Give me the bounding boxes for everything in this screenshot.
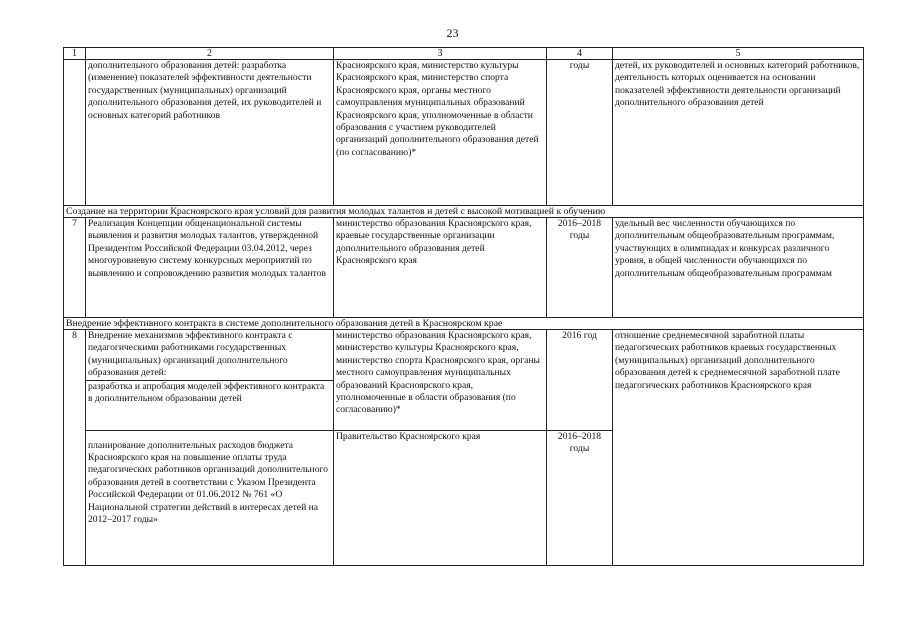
result-cell: отношение среднемесячной заработной платы педагогических работников краевых государственных (муниципальных) организаций дополнительного образования детей к среднемесячной заработной плате педагогических работников Красноярского края xyxy=(613,330,864,566)
page-number: 23 xyxy=(446,26,459,40)
column-number: 4 xyxy=(547,48,613,60)
row-number: 8 xyxy=(64,330,86,566)
responsible-cell: Красноярского края, министерство культуры Красноярского края, министерство спорта Красноярского края, органы местного самоуправления муниципальных образований Красноярского края, уполномоченные в области образования с участием руководителей организаций дополнительного образования детей (по согласованию)* xyxy=(334,60,547,206)
section-heading: Внедрение эффективного контракта в системе дополнительного образования детей в Красноярском крае xyxy=(64,318,864,330)
column-number: 1 xyxy=(64,48,86,60)
responsible-cell: Правительство Красноярского края xyxy=(334,430,547,565)
column-number-row xyxy=(64,48,864,60)
measure-cell: Реализация Концепции общенациональной системы выявления и развития молодых талантов, утвержденной Президентом Российской Федерации 03.04.2012, через многоуровневую систему конкурсных мероприятий по выявлению и сопровождению развития молодых талантов xyxy=(86,218,334,318)
measure-cell: Внедрение механизмов эффективного контракта с педагогическими работниками государственных (муниципальных) организаций дополнительного образования детей: xyxy=(86,330,334,381)
section-row xyxy=(64,318,864,330)
section-row xyxy=(64,206,864,218)
period-cell: 2016 год xyxy=(547,330,613,431)
column-number: 5 xyxy=(613,48,864,60)
row-number: 7 xyxy=(64,218,86,318)
measure-cell: дополнительного образования детей: разработка (изменение) показателей эффективности деятельности государственных (муниципальных) организаций дополнительного образования детей, их руководителей и основных категорий работников xyxy=(86,60,334,206)
column-number: 2 xyxy=(86,48,334,60)
period-cell: 2016–2018 годы xyxy=(547,430,613,565)
result-cell: удельный вес численности обучающихся по дополнительным общеобразовательным программам, участвующих в олимпиадах и конкурсах различного уровня, в общей численности обучающихся по дополнительным общеобразовательным программам xyxy=(613,218,864,318)
row-8-a xyxy=(64,330,864,381)
row-number-cell xyxy=(64,60,86,206)
measure-cell: разработка и апробация моделей эффективного контракта в дополнительном образовании детей xyxy=(86,380,334,430)
responsible-cell: министерство образования Красноярского края, министерство культуры Красноярского края, министерство спорта Красноярского края, органы местного самоуправления муниципальных образований Красноярского края, уполномоченные в области образования (по согласованию)* xyxy=(334,330,547,431)
continuation-row xyxy=(64,60,864,206)
row-7 xyxy=(64,218,864,318)
result-cell: детей, их руководителей и основных категорий работников, деятельность которых оценивается на основании показателей эффективности деятельности организаций дополнительного образования детей xyxy=(613,60,864,206)
period-cell: 2016–2018 годы xyxy=(547,218,613,318)
measure-cell: планирование дополнительных расходов бюджета Красноярского края на повышение оплаты труда педагогических работников организаций дополнительного образования детей в соответствии с Указом Президента Российской Федерации от 01.06.2012 № 761 «О Национальной стратегии действий в интересах детей на 2012–2017 годы» xyxy=(86,430,334,565)
column-number: 3 xyxy=(334,48,547,60)
period-cell: годы xyxy=(547,60,613,206)
section-heading: Создание на территории Красноярского края условий для развития молодых талантов и детей с высокой мотивацией к обучению xyxy=(64,206,864,218)
plan-table xyxy=(63,47,864,566)
responsible-cell: министерство образования Красноярского края, краевые государственные организации дополнительного образования детей Красноярского края xyxy=(334,218,547,318)
